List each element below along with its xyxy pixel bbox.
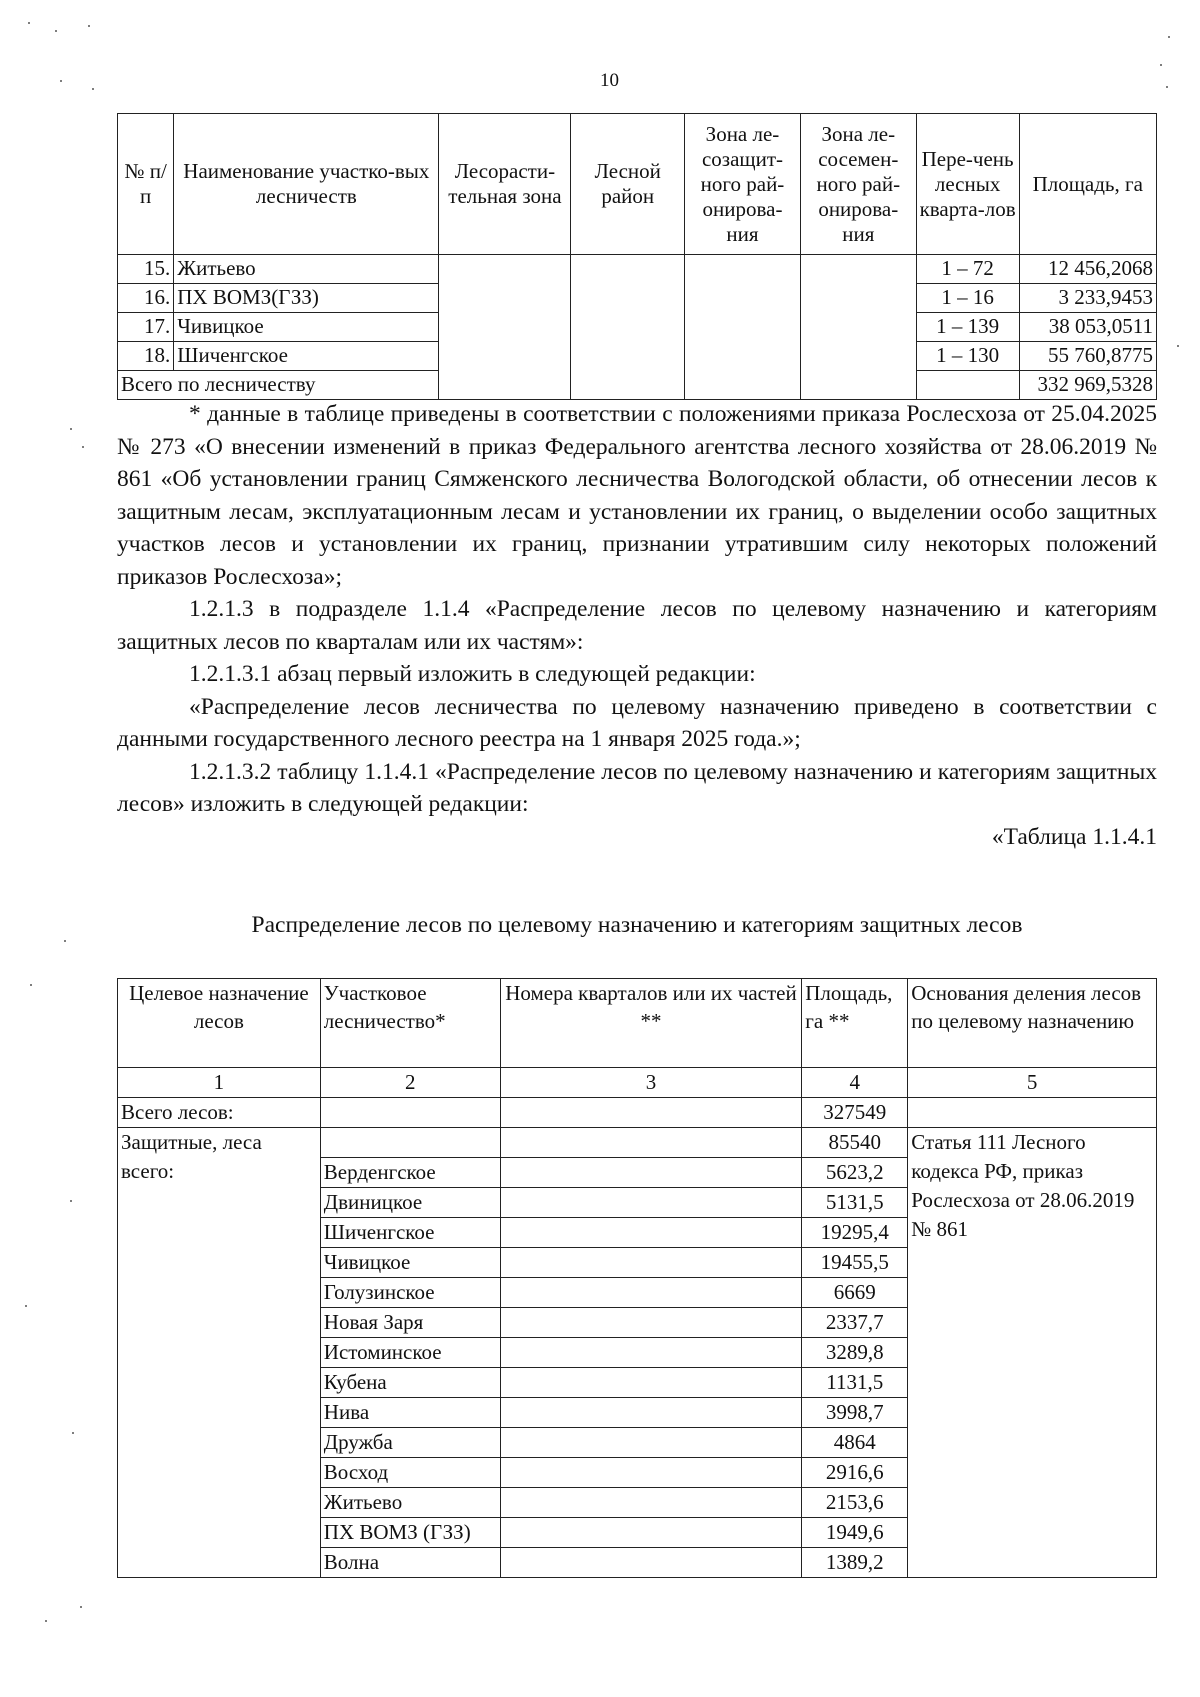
area-value: 2916,6 (802, 1458, 908, 1488)
forest-purpose-table (117, 978, 1157, 1578)
quarters-range: 1 – 16 (916, 284, 1019, 313)
scan-speck (88, 25, 90, 27)
district-name: Двиницкое (320, 1188, 500, 1218)
empty-cell (500, 1428, 802, 1458)
area-value: 3998,7 (802, 1398, 908, 1428)
header-cell: Зона ле-сосемен-ного рай-онирова-ния (800, 114, 916, 255)
header-cell: Лесорасти-тельная зона (439, 114, 571, 255)
area-value: 2153,6 (802, 1488, 908, 1518)
scan-speck (1160, 64, 1162, 66)
district-name: Чивицкое (174, 313, 439, 342)
empty-cell (908, 1098, 1157, 1128)
footnote-paragraph: * данные в таблице приведены в соответствии с положениями приказа Рослесхоза от 25.04.2025 № 273 «О внесении изменений в приказ Федерального агентства лесного хозяйства от 28.06.2019 № 861 «Об установлении границ Сямженского лесничества Вологодской области, об отнесении лесов к защитным лесам, эксплуатационным лесам и установлении их границ, о выделении особо защитных участков лесов и установлении их границ, признании утратившим силу некоторых положений приказов Рослесхоза»; (117, 401, 1157, 590)
scan-speck (82, 446, 84, 448)
paragraph: 1.2.1.3.2 таблицу 1.1.4.1 «Распределение лесов по целевому назначению и категориям защитных лесов» изложить в следующей редакции: (117, 758, 1157, 817)
scan-speck (72, 1432, 74, 1434)
empty-cell (500, 1158, 802, 1188)
scan-speck (55, 30, 57, 32)
area-value: 1131,5 (802, 1368, 908, 1398)
row-number: 16. (118, 284, 174, 313)
table-header-row (118, 114, 1157, 255)
total-label: Всего лесов: (118, 1098, 321, 1128)
paragraph: «Распределение лесов лесничества по целевому назначению приведено в соответствии с данными государственного лесного реестра на 1 января 2025 года.»; (117, 693, 1157, 752)
area-value: 6669 (802, 1278, 908, 1308)
table-header-row (118, 979, 1157, 1068)
district-name: Верденгское (320, 1158, 500, 1188)
header-cell: Наименование участко-вых лесничеств (174, 114, 439, 255)
empty-cell (500, 1308, 802, 1338)
scan-speck (92, 88, 94, 90)
paragraph: 1.2.1.3 в подразделе 1.1.4 «Распределение лесов по целевому назначению и категориям защитных лесов по кварталам или их частям»: (117, 596, 1157, 655)
row-number: 17. (118, 313, 174, 342)
area-value: 55 760,8775 (1019, 342, 1157, 371)
column-number: 1 (118, 1068, 321, 1098)
district-name: Дружба (320, 1428, 500, 1458)
empty-cell (500, 1218, 802, 1248)
area-value: 38 053,0511 (1019, 313, 1157, 342)
table-row (118, 255, 1157, 284)
header-cell: Участковое лесничество* (320, 979, 500, 1068)
empty-cell (500, 1368, 802, 1398)
merged-empty-cell (685, 255, 801, 400)
header-cell: Лесной район (571, 114, 685, 255)
scan-speck (25, 1305, 27, 1307)
area-value: 1389,2 (802, 1548, 908, 1578)
area-value: 4864 (802, 1428, 908, 1458)
district-name: ПХ ВОМЗ(ГЗЗ) (174, 284, 439, 313)
column-number: 3 (500, 1068, 802, 1098)
header-cell: Основания деления лесов по целевому назначению (908, 979, 1157, 1068)
quarters-range: 1 – 139 (916, 313, 1019, 342)
scan-speck (64, 940, 66, 942)
district-name: Чивицкое (320, 1248, 500, 1278)
empty-cell (500, 1458, 802, 1488)
scan-speck (45, 1620, 47, 1622)
empty-cell (500, 1398, 802, 1428)
empty-cell (500, 1548, 802, 1578)
area-value: 12 456,2068 (1019, 255, 1157, 284)
header-cell: Зона ле-созащит-ного рай-онирова-ния (685, 114, 801, 255)
empty-cell (916, 371, 1019, 400)
group-row (118, 1128, 1157, 1158)
merged-empty-cell (439, 255, 571, 400)
empty-cell (500, 1188, 802, 1218)
row-number: 15. (118, 255, 174, 284)
district-name: Житьево (320, 1488, 500, 1518)
total-row (118, 1098, 1157, 1128)
district-name: Шиченгское (174, 342, 439, 371)
district-name: Кубена (320, 1368, 500, 1398)
district-name: Голузинское (320, 1278, 500, 1308)
area-value: 2337,7 (802, 1308, 908, 1338)
district-name: Новая Заря (320, 1308, 500, 1338)
page-number: 10 (600, 70, 619, 91)
empty-cell (500, 1128, 802, 1158)
empty-cell (500, 1098, 802, 1128)
total-label: Всего по лесничеству (118, 371, 439, 400)
district-name: Шиченгское (320, 1218, 500, 1248)
column-number: 5 (908, 1068, 1157, 1098)
district-name: Истоминское (320, 1338, 500, 1368)
district-name: Волна (320, 1548, 500, 1578)
header-cell: № п/п (118, 114, 174, 255)
basis-text: Статья 111 Лесного кодекса РФ, приказ Рослесхоза от 28.06.2019 № 861 (908, 1128, 1157, 1578)
empty-cell (500, 1338, 802, 1368)
group-area: 85540 (802, 1128, 908, 1158)
scan-speck (60, 80, 62, 82)
area-value: 3289,8 (802, 1338, 908, 1368)
header-cell: Номера кварталов или их частей ** (500, 979, 802, 1068)
header-cell: Целевое назначение лесов (118, 979, 321, 1068)
body-text (117, 398, 1157, 853)
empty-cell (500, 1278, 802, 1308)
quarters-range: 1 – 72 (916, 255, 1019, 284)
paragraph: 1.2.1.3.1 абзац первый изложить в следующей редакции: (189, 661, 756, 687)
scan-speck (30, 984, 32, 986)
area-value: 19295,4 (802, 1218, 908, 1248)
district-name: ПХ ВОМЗ (ГЗЗ) (320, 1518, 500, 1548)
total-area: 332 969,5328 (1019, 371, 1157, 400)
empty-cell (500, 1518, 802, 1548)
district-name: Житьево (174, 255, 439, 284)
scan-speck (70, 1200, 72, 1202)
scan-speck (70, 428, 72, 430)
header-cell: Площадь, га (1019, 114, 1157, 255)
area-value: 5623,2 (802, 1158, 908, 1188)
table-label: «Таблица 1.1.4.1 (991, 823, 1157, 850)
total-area: 327549 (802, 1098, 908, 1128)
merged-empty-cell (800, 255, 916, 400)
table-caption: Распределение лесов по целевому назначению и категориям защитных лесов (251, 912, 1023, 938)
header-cell: Пере-чень лесных кварта-лов (916, 114, 1019, 255)
column-number: 4 (802, 1068, 908, 1098)
column-number-row (118, 1068, 1157, 1098)
scan-speck (1168, 36, 1170, 38)
scan-speck (1166, 86, 1168, 88)
scan-speck (28, 22, 30, 24)
forestry-districts-table (117, 113, 1157, 400)
area-value: 3 233,9453 (1019, 284, 1157, 313)
group-label: Защитные, леса всего: (118, 1128, 321, 1578)
empty-cell (320, 1128, 500, 1158)
merged-empty-cell (571, 255, 685, 400)
area-value: 19455,5 (802, 1248, 908, 1278)
area-value: 1949,6 (802, 1518, 908, 1548)
column-number: 2 (320, 1068, 500, 1098)
header-cell: Площадь, га ** (802, 979, 908, 1068)
district-name: Восход (320, 1458, 500, 1488)
scan-speck (80, 1606, 82, 1608)
area-value: 5131,5 (802, 1188, 908, 1218)
empty-cell (320, 1098, 500, 1128)
quarters-range: 1 – 130 (916, 342, 1019, 371)
row-number: 18. (118, 342, 174, 371)
district-name: Нива (320, 1398, 500, 1428)
scan-speck (1177, 345, 1179, 347)
empty-cell (500, 1488, 802, 1518)
empty-cell (500, 1248, 802, 1278)
